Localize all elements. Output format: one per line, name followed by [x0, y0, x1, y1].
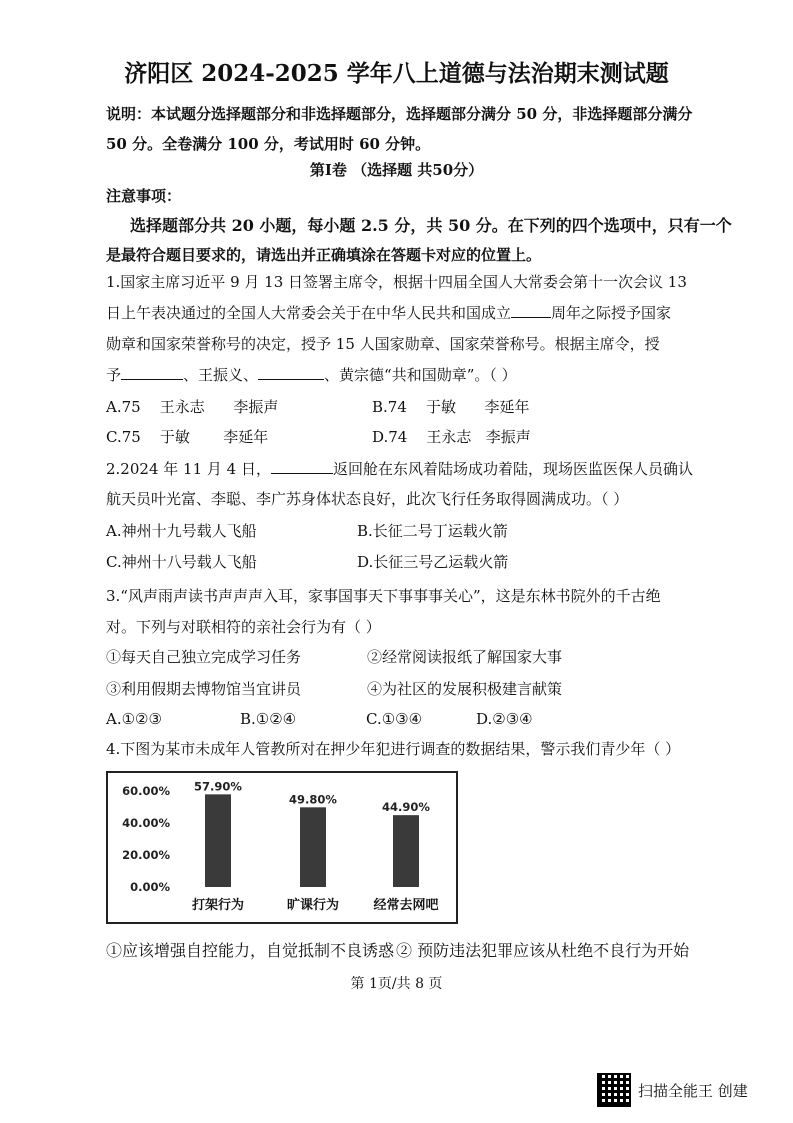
q4-line-1: 4.下图为某市未成年人管教所对在押少年犯进行调查的数据结果，警示我们青少年（ ）: [106, 740, 681, 758]
q3-option-b: B.①②④: [240, 710, 297, 728]
y-tick-label: 40.00%: [122, 816, 170, 830]
intro-line-1: 说明：本试题分选择题部分和非选择题部分，选择题部分满分 50 分，非选择题部分满分: [106, 105, 693, 123]
q1-line-4b: 、王振义、: [183, 366, 259, 384]
bar-value-label: 49.80%: [289, 792, 337, 807]
q1-line-1: 1.国家主席习近平 9 月 13 日签署主席令，根据十四届全国人大常委会第十一次会议 13: [106, 273, 687, 291]
q1-blank-2: [121, 365, 183, 380]
chart-frame: [106, 771, 458, 924]
bar: [300, 807, 326, 887]
q2-line-1a: 2.2024 年 11 月 4 日，: [106, 460, 271, 478]
qr-code-icon: [597, 1073, 631, 1107]
y-tick-label: 0.00%: [130, 880, 170, 894]
q2-option-b: B.长征二号丁运载火箭: [357, 522, 508, 540]
q1-line-2a: 日上午表决通过的全国人大常委会关于在中华人民共和国成立: [106, 304, 512, 322]
q2-option-d: D.长征三号乙运载火箭: [357, 553, 509, 571]
intro-line-2: 50 分。全卷满分 100 分，考试用时 60 分钟。: [106, 135, 431, 153]
bar: [205, 794, 231, 887]
notice-line-2: 是最符合题目要求的，请选出并正确填涂在答题卡对应的位置上。: [106, 246, 542, 264]
q1-option-d: D.74 王永志 李振声: [372, 428, 531, 446]
q3-line-1: 3.“风声雨声读书声声声入耳，家事国事天下事事事关心”，这是东林书院外的千古绝: [106, 587, 661, 605]
y-tick-label: 60.00%: [122, 784, 170, 798]
q3-item-2: ②经常阅读报纸了解国家大事: [367, 648, 563, 666]
q1-blank-3: [258, 365, 324, 380]
q3-option-a: A.①②③: [106, 710, 162, 728]
q1-line-4a: 予: [106, 366, 122, 384]
x-category-label: 旷课行为: [286, 898, 340, 913]
section-title: 第Ⅰ卷 （选择题 共50分）: [309, 161, 484, 179]
q3-item-3: ③利用假期去博物馆当宜讲员: [106, 680, 302, 698]
bar-value-label: 57.90%: [194, 779, 242, 794]
q1-line-2: [106, 303, 671, 323]
q2-line-1b: 返回舱在东风着陆场成功着陆，现场医监医保人员确认: [332, 460, 693, 478]
q3-item-4: ④为社区的发展积极建言献策: [367, 680, 563, 698]
q2-line-1: [106, 459, 693, 479]
bar-chart: [108, 773, 456, 922]
scanner-watermark: 扫描全能王 创建: [638, 1082, 748, 1100]
exam-title: 济阳区 2024-2025 学年八上道德与法治期末测试题: [124, 60, 669, 87]
q1-line-2b: 周年之际授予国家: [551, 304, 672, 322]
bar-value-label: 44.90%: [382, 800, 430, 815]
q3-option-c: C.①③④: [366, 710, 423, 728]
q2-blank: [271, 459, 333, 474]
x-category-label: 打架行为: [191, 898, 245, 913]
q1-option-c: C.75 于敏 李延年: [106, 428, 269, 446]
q2-line-2: 航天员叶光富、李聪、李广苏身体状态良好，此次飞行任务取得圆满成功。（ ）: [106, 490, 629, 508]
q1-line-4: [106, 365, 517, 385]
x-category-label: 经常去网吧: [373, 898, 439, 913]
notice-line-1: 选择题部分共 20 小题，每小题 2.5 分，共 50 分。在下列的四个选项中，只有一个: [130, 216, 732, 235]
q1-option-a: A.75 王永志 李振声: [106, 398, 279, 416]
q1-option-b: B.74 于敏 李延年: [372, 398, 530, 416]
bar: [393, 815, 419, 887]
q1-line-4c: 、黄宗德“共和国勋章”。（ ）: [324, 366, 517, 384]
notice-label: 注意事项：: [106, 187, 182, 205]
q4-item-2: ② 预防违法犯罪应该从杜绝不良行为开始: [396, 941, 690, 960]
q3-line-2: 对。下列与对联相符的亲社会行为有（ ）: [106, 618, 381, 636]
q1-blank-1: [511, 303, 551, 318]
q1-line-3: 勋章和国家荣誉称号的决定，授予 15 人国家勋章、国家荣誉称号。根据主席令，授: [106, 335, 660, 353]
q2-option-a: A.神州十九号载人飞船: [106, 522, 257, 540]
y-tick-label: 20.00%: [122, 848, 170, 862]
q4-item-1: ①应该增强自控能力，自觉抵制不良诱惑: [106, 941, 395, 960]
q3-item-1: ①每天自己独立完成学习任务: [106, 648, 302, 666]
q3-option-d: D.②③④: [476, 710, 533, 728]
page-footer: 第 1页/共 8 页: [350, 976, 443, 992]
q2-option-c: C.神州十八号载人飞船: [106, 553, 257, 571]
